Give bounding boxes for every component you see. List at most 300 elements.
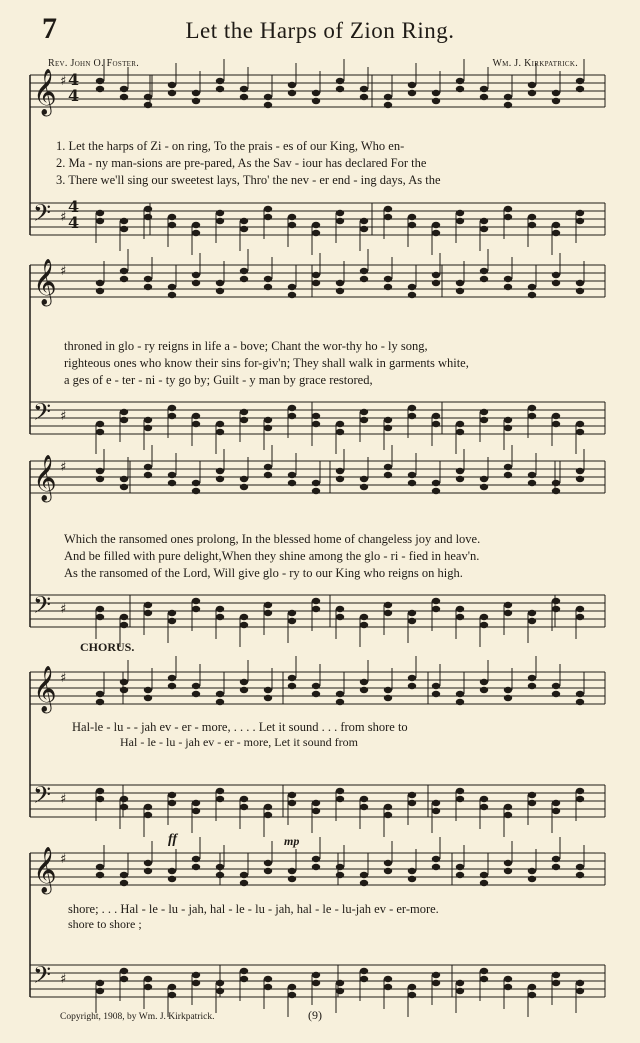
note-head [432,272,440,278]
note-head [216,691,224,697]
note-head [432,864,440,870]
note-head [336,421,344,427]
note-head [288,472,296,478]
note-head [312,800,320,806]
note-head [144,284,152,290]
note-head [480,86,488,92]
note-head [192,90,200,96]
note-head [240,409,248,415]
note-head [96,468,104,474]
note-head [504,214,512,220]
note-head [120,226,128,232]
note-head [240,484,248,490]
note-head [144,276,152,282]
note-head [312,272,320,278]
note-head [384,464,392,470]
note-head [192,980,200,986]
note-head [360,804,368,810]
note-head [552,272,560,278]
note-head [552,230,560,236]
note-head [456,691,464,697]
note-head [384,102,392,108]
note-head [96,218,104,224]
lyricist-credit: Rev. John O. Foster. [48,58,140,69]
note-head [408,413,416,419]
note-head [168,984,176,990]
note-head [240,268,248,274]
note-head [528,868,536,874]
note-head [504,610,512,616]
note-head [384,472,392,478]
note-head [480,226,488,232]
bass-clef: 𝄢 [33,199,52,232]
note-head [288,222,296,228]
note-head [216,872,224,878]
note-head [360,687,368,693]
note-head [408,610,416,616]
chorus-line2-lower: shore to shore ; [68,917,142,931]
note-head [552,280,560,286]
note-head [528,800,536,806]
note-head [336,86,344,92]
note-head [120,968,128,974]
note-head [336,288,344,294]
note-head [96,864,104,870]
s1-verse2: 2. Ma - ny man-sions are pre-pared, As the Sav - iour has declared For the [56,156,427,170]
note-head [456,476,464,482]
note-head [360,218,368,224]
note-head [240,872,248,878]
time-signature: 4 [68,86,80,105]
note-head [504,464,512,470]
note-head [96,86,104,92]
note-head [96,280,104,286]
note-head [432,413,440,419]
note-head [576,210,584,216]
note-head [288,984,296,990]
note-head [144,804,152,810]
note-head [216,988,224,994]
note-head [96,988,104,994]
note-head [336,429,344,435]
note-head [528,683,536,689]
note-head [408,618,416,624]
note-head [120,409,128,415]
note-head [264,976,272,982]
note-head [96,796,104,802]
note-head [432,972,440,978]
note-head [144,812,152,818]
note-head [432,606,440,612]
treble-clef: 𝄞 [33,455,57,501]
note-head [456,78,464,84]
note-head [456,980,464,986]
note-head [360,976,368,982]
time-signature: 4 [68,213,80,232]
note-head [384,984,392,990]
note-head [384,425,392,431]
note-head [528,405,536,411]
note-head [216,980,224,986]
note-head [360,268,368,274]
note-head [144,610,152,616]
note-head [456,988,464,994]
note-head [384,804,392,810]
note-head [192,98,200,104]
dynamic-ff: ff [168,832,178,847]
note-head [312,606,320,612]
note-head [480,268,488,274]
note-head [480,94,488,100]
note-head [480,804,488,810]
note-head [168,284,176,290]
note-head [120,484,128,490]
note-head [360,880,368,886]
note-head [408,683,416,689]
note-head [216,864,224,870]
note-head [144,602,152,608]
note-head [576,988,584,994]
note-head [168,480,176,486]
note-head [264,860,272,866]
note-head [432,808,440,814]
note-head [360,796,368,802]
note-head [192,808,200,814]
note-head [264,695,272,701]
note-head [552,222,560,228]
chorus-line2-upper: shore; . . . Hal - le - lu - jah, hal - le - lu - jah, hal - le - lu-jah ev - er-more. [68,902,439,916]
note-head [264,602,272,608]
note-head [528,413,536,419]
note-head [144,984,152,990]
note-head [552,480,560,486]
dynamic-mp: mp [284,834,300,848]
note-head [192,691,200,697]
note-head [552,683,560,689]
s3-verse3: As the ransomed of the Lord, Will give glo - ry to our King who reigns on high. [64,566,463,580]
note-head [552,980,560,986]
note-head [288,675,296,681]
page-number: (9) [308,1008,322,1022]
note-head [576,980,584,986]
note-head [480,679,488,685]
note-head [168,90,176,96]
note-head [360,409,368,415]
note-head [384,417,392,423]
s2-verse2: righteous ones who know their sins for-giv'n; They shall walk in garments white, [64,356,469,370]
note-head [216,218,224,224]
note-head [336,210,344,216]
note-head [192,480,200,486]
note-head [264,868,272,874]
note-head [240,796,248,802]
sharp-icon: ♯ [60,264,67,279]
note-head [312,222,320,228]
note-head [408,284,416,290]
time-signature: 4 [68,197,80,216]
note-head [144,206,152,212]
note-head [312,980,320,986]
note-head [96,421,104,427]
s3-verse2: And be filled with pure delight,When they shine among the glo - ri - fied in heav'n. [64,549,480,563]
s2-verse3: a ges of e - ter - ni - ty go by; Guilt - y man by grace restored, [64,373,373,387]
note-head [120,476,128,482]
note-head [384,860,392,866]
note-head [384,284,392,290]
s1-verse3: 3. There we'll sing our sweetest lays, Thro' the nev - er end - ing days, As the [56,173,441,187]
note-head [288,292,296,298]
note-head [168,610,176,616]
note-head [480,218,488,224]
note-head [528,610,536,616]
chorus-label: CHORUS. [80,640,135,654]
note-head [480,417,488,423]
note-head [408,292,416,298]
note-head [312,864,320,870]
note-head [120,804,128,810]
note-head [168,214,176,220]
note-head [576,691,584,697]
note-head [432,222,440,228]
note-head [96,288,104,294]
note-head [192,230,200,236]
note-head [552,691,560,697]
note-head [312,856,320,862]
note-head [120,976,128,982]
note-head [480,872,488,878]
note-head [96,78,104,84]
note-head [264,464,272,470]
note-head [552,606,560,612]
note-head [408,480,416,486]
note-head [384,602,392,608]
note-head [288,683,296,689]
note-head [480,276,488,282]
bass-clef: 𝄢 [33,398,52,431]
note-head [360,679,368,685]
note-head [336,468,344,474]
note-head [360,226,368,232]
note-head [576,468,584,474]
note-head [456,468,464,474]
note-head [216,78,224,84]
note-head [552,488,560,494]
note-head [360,484,368,490]
note-head [432,800,440,806]
note-head [192,856,200,862]
note-head [168,868,176,874]
note-head [168,472,176,478]
note-head [480,880,488,886]
note-head [288,868,296,874]
note-head [216,606,224,612]
chorus-line1-lower: Hal - le - lu - jah ev - er - more, Let it sound from [120,735,358,749]
note-head [456,788,464,794]
note-head [360,276,368,282]
note-head [96,691,104,697]
note-head [96,614,104,620]
note-head [336,614,344,620]
note-head [216,699,224,705]
note-head [288,800,296,806]
note-head [312,598,320,604]
note-head [552,864,560,870]
note-head [360,622,368,628]
note-head [552,98,560,104]
note-head [504,860,512,866]
note-head [312,98,320,104]
time-signature: 4 [68,70,80,89]
note-head [336,872,344,878]
note-head [504,94,512,100]
treble-clef: 𝄞 [33,666,57,712]
note-head [168,800,176,806]
note-head [240,476,248,482]
note-head [216,421,224,427]
note-head [504,276,512,282]
note-head [432,691,440,697]
note-head [456,210,464,216]
note-head [576,280,584,286]
note-head [336,691,344,697]
note-head [144,868,152,874]
note-head [96,788,104,794]
note-head [432,230,440,236]
note-head [240,86,248,92]
note-head [384,687,392,693]
note-head [288,480,296,486]
note-head [336,699,344,705]
note-head [528,214,536,220]
note-head [216,429,224,435]
note-head [240,622,248,628]
note-head [264,206,272,212]
note-head [456,872,464,878]
note-head [504,602,512,608]
copyright: Copyright, 1908, by Wm. J. Kirkpatrick. [60,1012,215,1022]
note-head [312,972,320,978]
note-head [408,405,416,411]
note-head [576,864,584,870]
note-head [360,86,368,92]
note-head [264,804,272,810]
note-head [96,872,104,878]
note-head [216,468,224,474]
note-head [576,606,584,612]
note-head [192,272,200,278]
note-head [336,788,344,794]
note-head [432,98,440,104]
note-head [528,992,536,998]
note-head [456,864,464,870]
note-head [408,868,416,874]
note-head [216,796,224,802]
note-head [144,214,152,220]
note-head [216,788,224,794]
note-head [264,984,272,990]
note-head [336,218,344,224]
note-head [528,876,536,882]
note-head [216,86,224,92]
note-head [456,429,464,435]
treble-clef: 𝄞 [33,847,57,893]
note-head [240,976,248,982]
note-head [336,78,344,84]
note-head [312,691,320,697]
note-head [168,683,176,689]
note-head [408,472,416,478]
note-head [408,992,416,998]
note-head [528,284,536,290]
note-head [384,868,392,874]
note-head [528,472,536,478]
note-head [384,94,392,100]
note-head [312,230,320,236]
note-head [456,86,464,92]
note-head [432,480,440,486]
note-head [360,872,368,878]
note-head [480,968,488,974]
note-head [504,206,512,212]
note-head [504,425,512,431]
note-head [120,276,128,282]
chorus-line1-upper: Hal-le - lu - - jah ev - er - more, . . . . Let it sound . . . from shore to [72,720,408,734]
note-head [528,82,536,88]
note-head [528,675,536,681]
note-head [480,614,488,620]
note-head [288,876,296,882]
note-head [168,792,176,798]
note-head [408,222,416,228]
note-head [216,288,224,294]
note-head [240,218,248,224]
note-head [360,968,368,974]
note-head [120,417,128,423]
note-head [552,90,560,96]
note-head [240,226,248,232]
note-head [576,476,584,482]
note-head [408,876,416,882]
hymn-title: Let the Harps of Zion Ring. [185,18,455,43]
note-head [168,618,176,624]
note-head [456,280,464,286]
note-head [384,695,392,701]
note-head [480,476,488,482]
note-head [312,421,320,427]
note-head [504,284,512,290]
note-head [528,292,536,298]
bass-clef: 𝄢 [33,961,52,994]
note-head [192,598,200,604]
note-head [192,222,200,228]
note-head [312,808,320,814]
note-head [120,218,128,224]
treble-clef: 𝄞 [33,259,57,305]
note-head [552,413,560,419]
note-head [264,425,272,431]
note-head [168,675,176,681]
note-head [528,480,536,486]
note-head [384,610,392,616]
note-head [240,679,248,685]
note-head [192,864,200,870]
note-head [120,268,128,274]
note-head [552,421,560,427]
note-head [504,868,512,874]
note-head [432,598,440,604]
note-head [528,222,536,228]
note-head [240,804,248,810]
